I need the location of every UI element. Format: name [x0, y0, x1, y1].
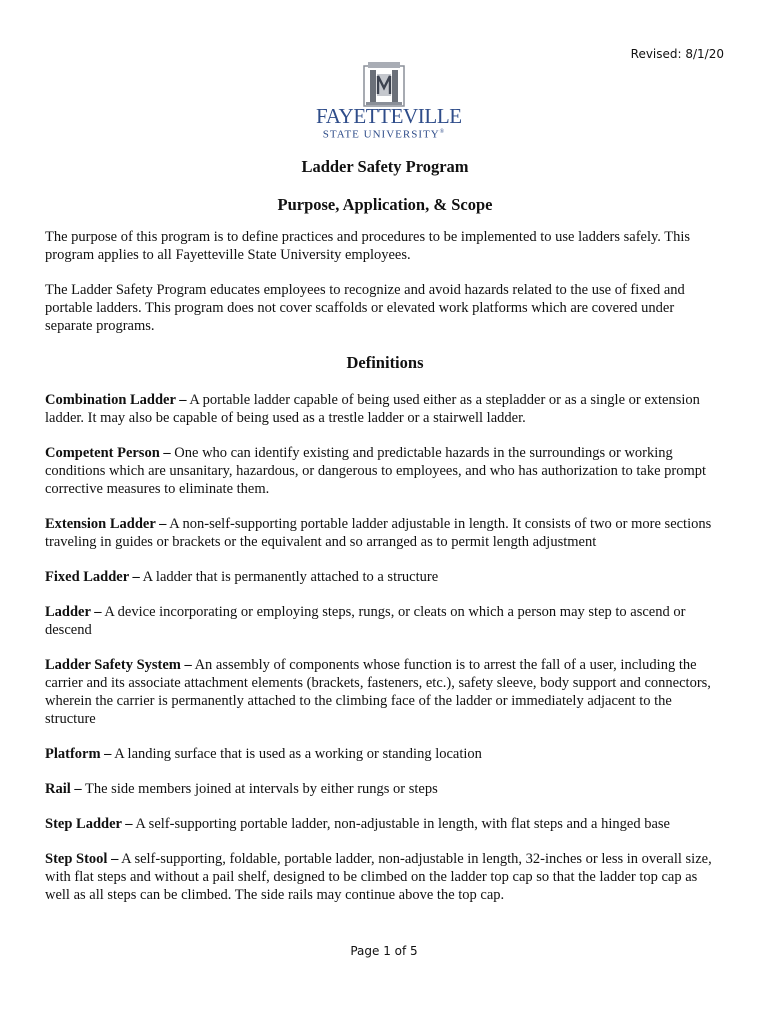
document-body: [45, 156, 725, 921]
definition-term: Platform –: [45, 746, 112, 762]
definition-term: Step Stool –: [45, 851, 119, 867]
definition-item: [45, 515, 725, 551]
definitions-heading: Definitions: [346, 353, 424, 372]
definition-item: [45, 603, 725, 639]
purpose-heading: Purpose, Application, & Scope: [277, 195, 493, 214]
definition-text: A self-supporting portable ladder, non-adjustable in length, with flat steps and a hinged base: [132, 816, 670, 832]
logo-name-line1: FAYETTEVILLE: [316, 104, 462, 128]
definition-text: A device incorporating or employing steps, rungs, or cleats on which a person may step to ascend or descend: [45, 604, 686, 638]
definition-text: One who can identify existing and predictable hazards in the surroundings or working conditions which are unsanitary, hazardous, or dangerous to employees, and who has authorization to take prompt corrective measures to eliminate them.: [45, 445, 707, 497]
revised-date: Revised: 8/1/20: [630, 47, 724, 61]
document-title: Ladder Safety Program: [301, 157, 469, 176]
university-seal-icon: [360, 60, 408, 108]
page-number: Page 1 of 5: [350, 944, 418, 958]
definition-text: A ladder that is permanently attached to a structure: [139, 569, 439, 585]
definition-term: Step Ladder –: [45, 816, 133, 832]
university-logo: [316, 60, 462, 141]
definition-term: Extension Ladder –: [45, 516, 167, 532]
definition-item: [45, 815, 725, 833]
definition-text: A landing surface that is used as a working or standing location: [111, 746, 482, 762]
definition-item: [45, 568, 725, 586]
purpose-paragraph: The Ladder Safety Program educates employees to recognize and avoid hazards related to the use of fixed and portable ladders. This program does not cover scaffolds or elevated work platforms which are covered under separate programs.: [45, 282, 685, 334]
definition-item: [45, 656, 725, 728]
definition-term: Combination Ladder –: [45, 392, 187, 408]
definition-item: [45, 745, 725, 763]
definition-text: A self-supporting, foldable, portable ladder, non-adjustable in length, 32-inches or less in overall size, with flat steps and without a pail shelf, designed to be climbed on the ladder top cap so that the ladder top cap as well as all steps can be climbed. The side rails may continue above the top cap.: [45, 851, 712, 903]
registered-mark: ®: [439, 129, 446, 135]
definition-item: [45, 391, 725, 427]
definition-term: Ladder –: [45, 604, 102, 620]
definition-text: The side members joined at intervals by either rungs or steps: [81, 781, 438, 797]
definition-item: [45, 444, 725, 498]
purpose-paragraph: The purpose of this program is to define practices and procedures to be implemented to use ladders safely. This program applies to all Fayetteville State University employees.: [45, 229, 691, 263]
definition-term: Rail –: [45, 781, 82, 797]
definition-term: Fixed Ladder –: [45, 569, 140, 585]
definition-term: Competent Person –: [45, 445, 171, 461]
logo-name-line2-text: STATE UNIVERSITY: [322, 128, 440, 141]
definition-item: [45, 780, 725, 798]
definition-item: [45, 850, 725, 904]
definition-term: Ladder Safety System –: [45, 657, 192, 673]
definition-text: A portable ladder capable of being used either as a stepladder or as a single or extension ladder. It may also be capable of being used as a trestle ladder or a stairwell ladder.: [45, 392, 700, 426]
definition-text: An assembly of components whose function is to arrest the fall of a user, including the carrier and its associate attachment elements (brackets, fasteners, etc.), safety sleeve, body support and connectors, wherein the carrier is permanently attached to the climbing face of the ladder or immediately adjacent to the structure: [45, 657, 711, 727]
definition-text: A non-self-supporting portable ladder adjustable in length. It consists of two or more sections traveling in guides or brackets or the equivalent and so arranged as to permit length adjustment: [45, 516, 712, 550]
logo-name-line2: [316, 126, 452, 141]
